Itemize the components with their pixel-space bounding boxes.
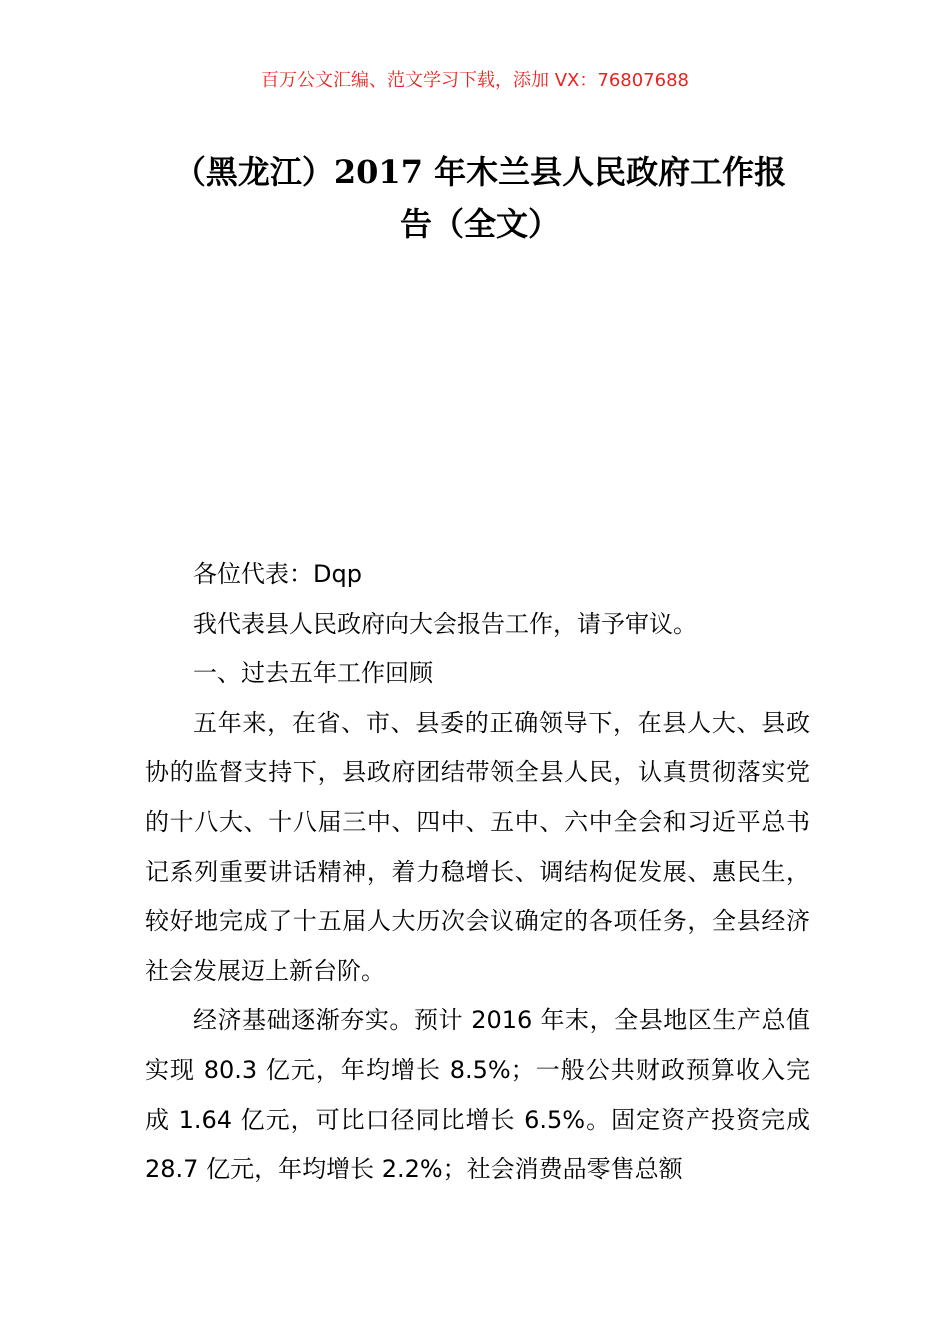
title-line-2: 告（全文） bbox=[399, 205, 560, 243]
salutation: 各位代表：Dqp bbox=[193, 560, 362, 588]
document-body bbox=[145, 550, 810, 1195]
header-note: 百万公文汇编、范文学习下载，添加 VX：76807688 bbox=[261, 70, 689, 91]
document-title bbox=[150, 146, 810, 250]
paragraph: 我代表县人民政府向大会报告工作，请予审议。 bbox=[193, 609, 697, 638]
section-heading: 一、过去五年工作回顾 bbox=[193, 659, 433, 688]
paragraph: 五年来，在省、市、县委的正确领导下，在县人大、县政协的监督支持下，县政府团结带领全县人民，认真贯彻落实党的十八大、十八届三中、四中、五中、六中全会和习近平总书记系列重要讲话精神，着力稳增长、调结构促发展、惠民生，较好地完成了十五届人大历次会议确定的各项任务，全县经济社会发展迈上新台阶。 bbox=[145, 708, 810, 985]
title-line-1: （黑龙江）2017 年木兰县人民政府工作报 bbox=[173, 153, 787, 191]
paragraph: 经济基础逐渐夯实。预计 2016 年末，全县地区生产总值实现 80.3 亿元，年均增长 8.5%；一般公共财政预算收入完成 1.64 亿元，可比口径同比增长 6.5%。固定资产投资完成 28.7 亿元，年均增长 2.2%；社会消费品零售总额 bbox=[145, 1006, 810, 1184]
